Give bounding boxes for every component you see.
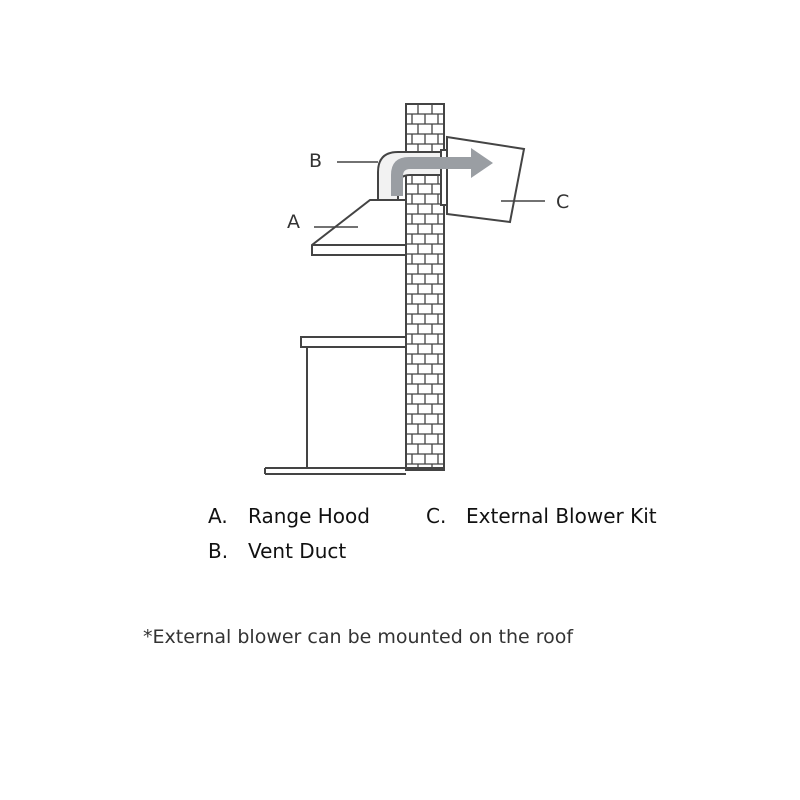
legend-item-c <box>426 506 657 526</box>
callout-b: B <box>309 150 323 172</box>
legend-code: B. <box>208 539 229 563</box>
callout-c: C <box>556 191 570 213</box>
external-blower-kit <box>441 137 524 222</box>
legend-label: Range Hood <box>248 504 370 528</box>
legend-code: A. <box>208 504 228 528</box>
legend-code: C. <box>426 504 447 528</box>
legend-label: Vent Duct <box>248 539 347 563</box>
footnote: *External blower can be mounted on the roof <box>143 626 574 648</box>
legend-item-a <box>208 506 370 526</box>
base-cabinet <box>301 337 406 468</box>
legend-label: External Blower Kit <box>466 504 657 528</box>
legend-item-b <box>208 541 346 561</box>
callout-a: A <box>287 211 300 233</box>
